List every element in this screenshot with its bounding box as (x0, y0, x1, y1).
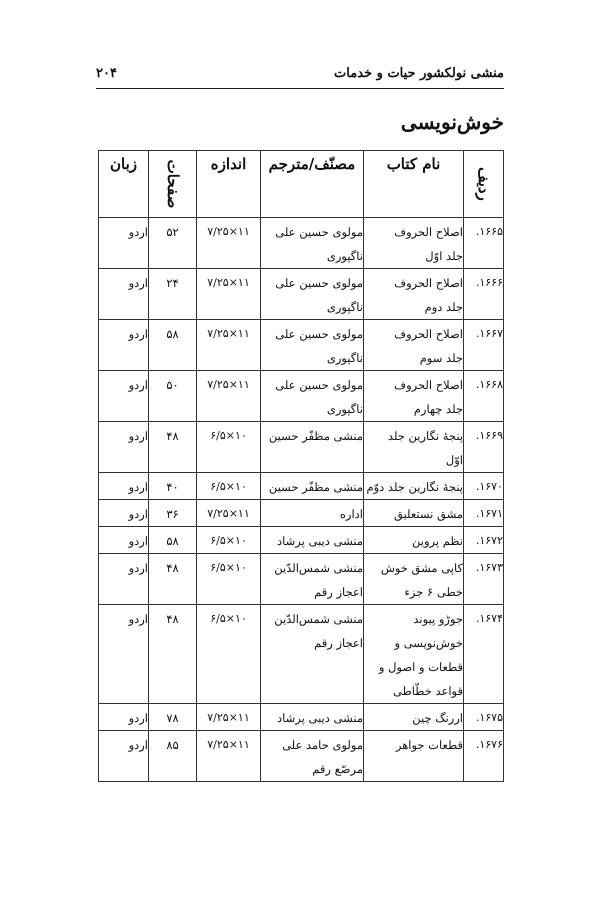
size-cell: ۱۱×۷/۲۵ (197, 371, 261, 422)
author-cell-line: مولوی حسین علی (275, 276, 363, 290)
author-cell-line: اداره (339, 507, 363, 521)
column-header-author: مصنّف/مترجم (261, 151, 364, 218)
title-cell-line: کاپی مشق خوش (380, 561, 463, 575)
pages-cell: ۵۰ (149, 371, 197, 422)
title-cell-line: جوڑو پیوند (413, 612, 463, 626)
size-cell: ۱۰×۶/۵ (197, 422, 261, 473)
language-cell: اردو (99, 605, 149, 704)
table-row (99, 704, 504, 731)
author-cell-line: ناگپوری (326, 249, 363, 263)
title-cell (364, 422, 464, 473)
table-row (99, 500, 504, 527)
title-cell-line: پنجۀ نگارین جلد (387, 429, 463, 443)
author-cell-line: مولوی حامد علی (282, 738, 363, 752)
header-row (99, 151, 504, 218)
author-cell (261, 320, 364, 371)
serial-cell: ۱۶۶۷. (464, 320, 504, 371)
pages-cell: ۴۸ (149, 422, 197, 473)
catalog-body (99, 218, 504, 782)
title-cell-line: قطعات و اصول و (378, 660, 463, 674)
title-cell (364, 527, 464, 554)
table-row (99, 605, 504, 704)
author-cell-line: مولوی حسین علی (275, 327, 363, 341)
title-cell (364, 605, 464, 704)
language-cell: اردو (99, 704, 149, 731)
title-cell-line: نظم پروین (412, 534, 463, 548)
column-header-size: اندازه (197, 151, 261, 218)
table-row (99, 371, 504, 422)
title-cell-line: مشق نستعلیق (393, 507, 463, 521)
serial-cell: ۱۶۶۹. (464, 422, 504, 473)
column-header-pages (149, 151, 197, 218)
language-cell: اردو (99, 473, 149, 500)
author-cell (261, 371, 364, 422)
author-cell (261, 500, 364, 527)
pages-cell: ۴۸ (149, 605, 197, 704)
author-cell-line: مولوی حسین علی (275, 378, 363, 392)
pages-cell: ۸۵ (149, 731, 197, 782)
title-cell (364, 554, 464, 605)
title-cell (364, 704, 464, 731)
column-header-serial-label: ردیف (474, 167, 493, 201)
serial-cell: ۱۶۷۳. (464, 554, 504, 605)
pages-cell: ۳۶ (149, 500, 197, 527)
table-row (99, 218, 504, 269)
column-header-language: زبان (99, 151, 149, 218)
author-cell-line: منشی مظفّر حسین (268, 429, 363, 443)
column-header-serial (464, 151, 504, 218)
table-row (99, 731, 504, 782)
pages-cell: ۷۸ (149, 704, 197, 731)
author-cell-line: ناگپوری (326, 351, 363, 365)
serial-cell: ۱۶۷۰. (464, 473, 504, 500)
author-cell (261, 704, 364, 731)
title-cell (364, 473, 464, 500)
title-cell (364, 731, 464, 782)
title-cell (364, 500, 464, 527)
serial-cell: ۱۶۷۱. (464, 500, 504, 527)
page-header (96, 62, 504, 89)
author-cell-line: منشی دیبی پرشاد (277, 711, 363, 725)
size-cell: ۱۰×۶/۵ (197, 554, 261, 605)
language-cell: اردو (99, 320, 149, 371)
author-cell (261, 605, 364, 704)
size-cell: ۱۱×۷/۲۵ (197, 320, 261, 371)
language-cell: اردو (99, 422, 149, 473)
serial-cell: ۱۶۶۶. (464, 269, 504, 320)
author-cell-line: منشی مظفّر حسین (268, 480, 363, 494)
author-cell-line: ناگپوری (326, 300, 363, 314)
language-cell: اردو (99, 371, 149, 422)
column-header-title: نام کتاب (364, 151, 464, 218)
size-cell: ۱۱×۷/۲۵ (197, 269, 261, 320)
column-header-pages-label: صفحات (163, 159, 182, 209)
table-row (99, 320, 504, 371)
language-cell: اردو (99, 500, 149, 527)
title-cell (364, 218, 464, 269)
size-cell: ۱۰×۶/۵ (197, 473, 261, 500)
title-cell (364, 320, 464, 371)
author-cell (261, 422, 364, 473)
title-cell-line: خطی ۶ جزء (404, 585, 463, 599)
author-cell-line: مولوی حسین علی (275, 225, 363, 239)
page-number: ۲۰۴ (96, 66, 117, 81)
author-cell-line: مرصّع رقم (312, 762, 363, 776)
author-cell (261, 269, 364, 320)
language-cell: اردو (99, 731, 149, 782)
author-cell (261, 731, 364, 782)
title-cell-line: خوش‌نویسی و (394, 636, 463, 650)
author-cell-line: اعجاز رقم (314, 585, 363, 599)
serial-cell: ۱۶۷۴. (464, 605, 504, 704)
author-cell-line: ناگپوری (326, 402, 363, 416)
language-cell: اردو (99, 554, 149, 605)
table-row (99, 473, 504, 500)
pages-cell: ۴۸ (149, 554, 197, 605)
pages-cell: ۴۰ (149, 473, 197, 500)
section-title: خوش‌نویسی (400, 110, 504, 134)
title-cell-line: اصلاح الحروف (394, 327, 463, 341)
serial-cell: ۱۶۷۲. (464, 527, 504, 554)
title-cell-line: اررنگ چین (412, 711, 463, 725)
language-cell: اردو (99, 527, 149, 554)
title-cell-line: جلد دوم (424, 300, 463, 314)
title-cell-line: اصلاح الحروف (394, 225, 463, 239)
table-row (99, 554, 504, 605)
serial-cell: ۱۶۶۸. (464, 371, 504, 422)
language-cell: اردو (99, 269, 149, 320)
serial-cell: ۱۶۷۶. (464, 731, 504, 782)
title-cell (364, 371, 464, 422)
pages-cell: ۵۸ (149, 527, 197, 554)
size-cell: ۱۱×۷/۲۵ (197, 731, 261, 782)
author-cell-line: منشی شمس‌الدّین (274, 612, 363, 626)
author-cell-line: منشی شمس‌الدّین (274, 561, 363, 575)
author-cell (261, 473, 364, 500)
language-cell: اردو (99, 218, 149, 269)
size-cell: ۱۰×۶/۵ (197, 605, 261, 704)
title-cell-line: جلد چهارم (413, 402, 463, 416)
table-row (99, 422, 504, 473)
running-title: منشی نولکشور حیات و خدمات (334, 66, 504, 81)
pages-cell: ۲۴ (149, 269, 197, 320)
author-cell (261, 218, 364, 269)
serial-cell: ۱۶۶۵. (464, 218, 504, 269)
table-row (99, 269, 504, 320)
size-cell: ۱۰×۶/۵ (197, 527, 261, 554)
catalog-table (98, 150, 504, 782)
title-cell-line: جلد سوم (419, 351, 463, 365)
title-cell-line: اوّل (445, 453, 463, 467)
serial-cell: ۱۶۷۵. (464, 704, 504, 731)
title-cell (364, 269, 464, 320)
title-cell-line: اصلاح الحروف (394, 378, 463, 392)
author-cell-line: منشی دیبی پرشاد (277, 534, 363, 548)
title-cell-line: پنجۀ نگارین جلد دوّم (366, 480, 463, 494)
size-cell: ۱۱×۷/۲۵ (197, 704, 261, 731)
author-cell (261, 527, 364, 554)
size-cell: ۱۱×۷/۲۵ (197, 218, 261, 269)
title-cell-line: جلد اوّل (425, 249, 463, 263)
pages-cell: ۵۲ (149, 218, 197, 269)
title-cell-line: قطعات جواهر (395, 738, 463, 752)
pages-cell: ۵۸ (149, 320, 197, 371)
size-cell: ۱۱×۷/۲۵ (197, 500, 261, 527)
author-cell (261, 554, 364, 605)
title-cell-line: اصلاح الحروف (394, 276, 463, 290)
title-cell-line: قواعد خطّاطی (393, 684, 463, 698)
author-cell-line: اعجاز رقم (314, 636, 363, 650)
table-row (99, 527, 504, 554)
